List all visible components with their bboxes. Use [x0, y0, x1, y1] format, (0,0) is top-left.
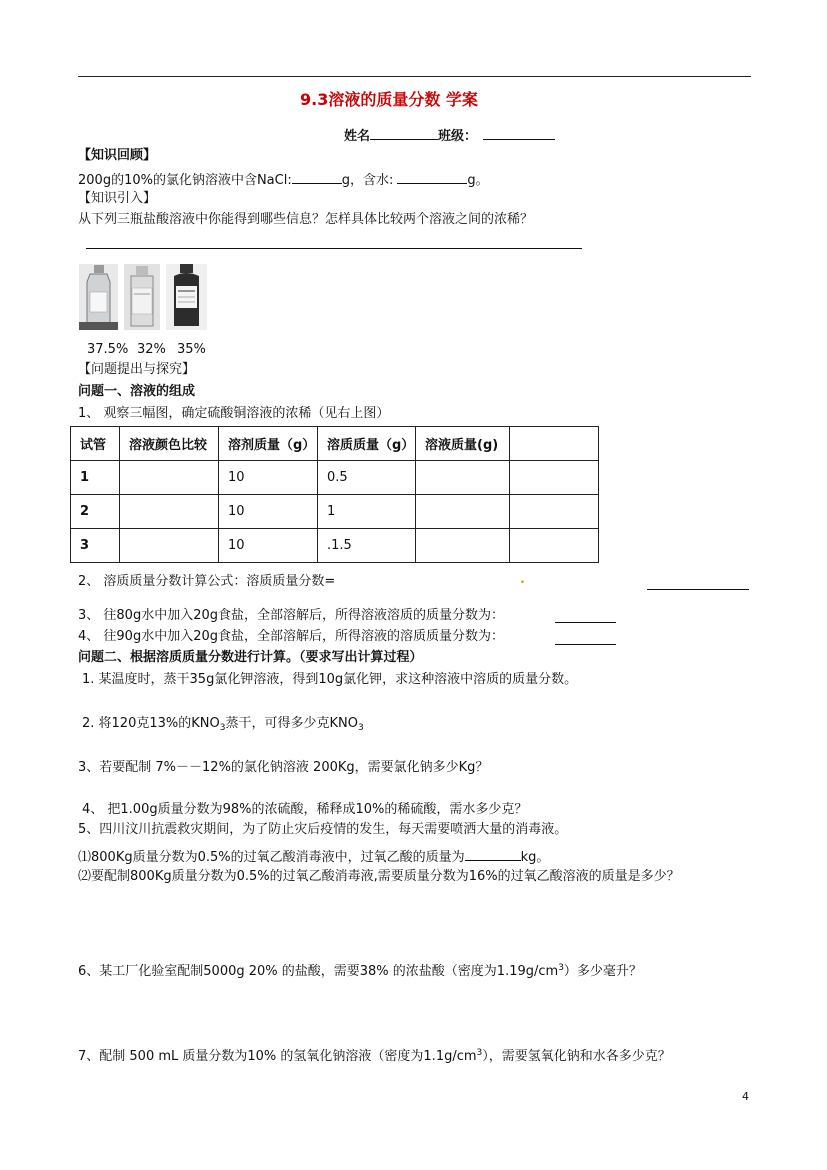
name-label: 姓名	[344, 129, 371, 144]
p2-question-4: 4、 把1.00g质量分数为98%的浓硫酸，稀释成10%的稀硫酸，需水多少克？	[82, 802, 528, 817]
review-question	[78, 170, 489, 189]
p2-question-5-2: ⑵要配制800Kg质量分数为0.5%的过氧乙酸消毒液,需要质量分数为16%的过氧乙酸溶液的质量是多少？	[78, 869, 680, 884]
q6-text-end: ）多少毫升？	[563, 964, 642, 979]
problem1-title: 问题一、溶液的组成	[78, 384, 196, 399]
p2-question-2	[82, 716, 364, 736]
section-review: 【知识回顾】	[78, 148, 157, 163]
table-cell[interactable]	[120, 495, 219, 529]
q4-blank[interactable]	[555, 644, 616, 645]
orange-mark: .	[520, 572, 525, 587]
table-row	[71, 529, 599, 563]
bottle-image-3	[166, 264, 207, 330]
class-label: 班级：	[438, 129, 478, 144]
table-cell[interactable]	[510, 529, 599, 563]
bottle-label-1: 37.5%	[87, 342, 129, 357]
review-text-post: g。	[467, 173, 489, 188]
p2-question-1: 1. 某温度时，蒸干35g氯化钾溶液，得到10g氯化钾，求这种溶液中溶质的质量分数。	[82, 672, 578, 687]
bottle-label-2: 32%	[137, 342, 166, 357]
name-blank[interactable]	[370, 126, 438, 140]
header-rule	[78, 76, 751, 77]
table-cell: 2	[71, 495, 120, 529]
section-intro: 【知识引入】	[78, 191, 157, 206]
q2-text-b: 蒸干，可得多少克KNO	[225, 716, 358, 731]
q3-blank[interactable]	[555, 622, 616, 623]
table-cell: 10	[219, 529, 318, 563]
formula-blank[interactable]	[647, 589, 749, 590]
table-cell: 0.5	[318, 461, 416, 495]
table-cell[interactable]	[120, 461, 219, 495]
table-cell: .1.5	[318, 529, 416, 563]
table-cell[interactable]	[510, 461, 599, 495]
review-text: 200g的10%的氯化钠溶液中含NaCl:	[78, 173, 292, 188]
q5-1-unit: kg。	[520, 850, 550, 865]
q6-text: 6、某工厂化验室配制5000g 20% 的盐酸，需要38% 的浓盐酸（密度为1.19g/cm	[78, 964, 559, 979]
table-cell: 10	[219, 495, 318, 529]
table-cell: 1	[71, 461, 120, 495]
q7-sup: 3	[476, 1048, 483, 1058]
bottle-image-1	[79, 264, 118, 330]
table-header	[510, 427, 599, 461]
table-cell[interactable]	[416, 529, 510, 563]
intro-question: 从下列三瓶盐酸溶液中你能得到哪些信息？怎样具体比较两个溶液之间的浓稀？	[78, 212, 534, 227]
q7-text: 7、配制 500 mL 质量分数为10% 的氢氧化钠溶液（密度为1.1g/cm	[78, 1049, 477, 1064]
p2-question-6	[78, 960, 642, 980]
p1-question-4: 4、 往90g水中加入20g食盐，全部溶解后，所得溶液的溶质质量分数为：	[78, 629, 504, 644]
page-number: 4	[742, 1090, 749, 1103]
table-cell: 1	[318, 495, 416, 529]
name-class-line	[344, 126, 555, 145]
table-cell: 3	[71, 529, 120, 563]
answer-line	[86, 248, 582, 249]
table-header: 溶液颜色比较	[120, 427, 219, 461]
table-cell[interactable]	[510, 495, 599, 529]
q2-sub-b: 3	[357, 723, 364, 733]
review-text-mid: g，含水:	[341, 173, 394, 188]
table-cell[interactable]	[416, 461, 510, 495]
table-header: 溶液质量(g)	[416, 427, 510, 461]
table-row	[71, 461, 599, 495]
water-blank[interactable]	[397, 170, 467, 184]
table-header-row	[71, 427, 599, 461]
table-row	[71, 495, 599, 529]
q2-sub-a: 3	[219, 723, 226, 733]
p2-question-7	[78, 1045, 671, 1065]
section-explore: 【问题提出与探究】	[78, 362, 196, 377]
table-cell[interactable]	[416, 495, 510, 529]
table-header: 溶质质量（g）	[318, 427, 416, 461]
p2-question-5: 5、四川汶川抗震救灾期间，为了防止灾后疫情的发生，每天需要喷洒大量的消毒液。	[78, 822, 568, 837]
data-table	[70, 426, 599, 563]
q7-text-end: ），需要氢氧化钠和水各多少克？	[482, 1049, 671, 1064]
table-header: 溶剂质量（g）	[219, 427, 318, 461]
p1-question-1: 1、 观察三幅图，确定硫酸铜溶液的浓稀（见右上图）	[78, 406, 390, 421]
page-title: 9.3溶液的质量分数 学案	[300, 90, 478, 109]
table-cell: 10	[219, 461, 318, 495]
q6-sup: 3	[558, 963, 564, 973]
problem2-title: 问题二、根据溶质质量分数进行计算。（要求写出计算过程）	[78, 650, 423, 665]
nacl-blank[interactable]	[292, 170, 342, 184]
table-header: 试管	[71, 427, 120, 461]
p1-question-3: 3、 往80g水中加入20g食盐，全部溶解后，所得溶液溶质的质量分数为：	[78, 608, 504, 623]
p2-question-3: 3、若要配制 7%－－12%的氯化钠溶液 200Kg，需要氯化钠多少Kg？	[78, 760, 489, 775]
peracetic-mass-blank[interactable]	[465, 847, 521, 861]
table-cell[interactable]	[120, 529, 219, 563]
bottle-label-3: 35%	[177, 342, 206, 357]
p2-question-5-1	[78, 847, 549, 866]
q5-1-text: ⑴800Kg质量分数为0.5%的过氧乙酸消毒液中，过氧乙酸的质量为	[78, 850, 465, 865]
q2-text-a: 2. 将120克13%的KNO	[82, 716, 220, 731]
p1-question-2: 2、 溶质质量分数计算公式：溶质质量分数=	[78, 574, 336, 589]
class-blank[interactable]	[483, 126, 555, 140]
bottle-image-2	[124, 264, 160, 330]
